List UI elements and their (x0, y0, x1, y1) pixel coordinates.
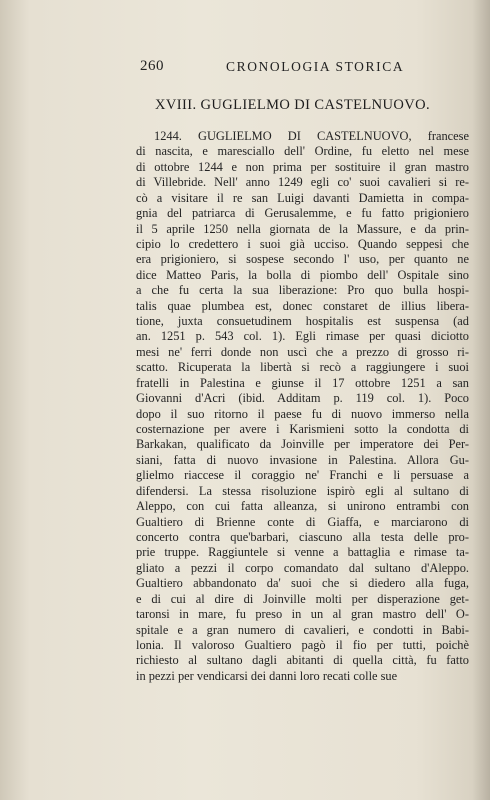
text-line: dice Matteo Paris, la bolla di piombo dell' Ospitale sino (136, 267, 469, 282)
text-line: glielmo riaccese il coraggio ne' Franchi e li persuase a (136, 468, 469, 483)
text-line: tione, juxta consuetudinem hospitalis est suspensa (ad (136, 314, 469, 329)
text-line: in pezzi per vendicarsi dei danni loro recati colle sue (136, 668, 398, 683)
text-line: Gualtiero abbandonato da' suoi che si diedero alla fuga, (136, 576, 469, 591)
text-line: Aleppo, con cui fatta alleanza, si unirono entrambi con (136, 499, 469, 514)
text-line: a che fu certa la sua liberazione: Pro quo bulla hospi- (136, 283, 469, 298)
text-line: spitale e a gran numero di cavalieri, e condotti in Babi- (136, 622, 469, 637)
text-line: cò a visitare il re san Luigi davanti Damietta in compa- (136, 190, 469, 205)
text-line: concerto contra que'barbari, ciascuno alla testa delle pro- (136, 529, 469, 544)
text-line: di nascita, e maresciallo dell' Ordine, fu eletto nel mese (136, 144, 469, 159)
body-text (136, 129, 469, 684)
text-line: prie truppe. Raggiuntele si venne a battaglia e rimase ta- (136, 545, 469, 560)
text-line: talis quae plumbea est, donec constaret de illius libera- (136, 298, 469, 313)
text-line: Barkakan, qualificato da Joinville per imperatore dei Per- (136, 437, 469, 452)
text-line: cipio lo credettero i suoi già ucciso. Quando seppesi che (136, 236, 469, 251)
chapter-title: XVIII. GUGLIELMO DI CASTELNUOVO. (155, 97, 430, 113)
text-line: an. 1251 p. 543 col. 1). Egli rimase per quasi diciotto (136, 329, 469, 344)
page-edge-shadow (472, 0, 490, 800)
text-line: Giovanni d'Acri (ibid. Additam p. 119 col. 1). Poco (136, 391, 469, 406)
text-line: di Villebride. Nell' anno 1249 egli co' suoi cavalieri si re- (136, 175, 469, 190)
page-number: 260 (140, 58, 164, 74)
text-line: difendersi. La stessa risoluzione ispirò egli al sultano di (136, 483, 469, 498)
text-line: mesi ne' ferri donde non uscì che a prezzo di grosso ri- (136, 344, 469, 359)
text-line: siani, fatta di nuovo invasione in Palestina. Allora Gu- (136, 452, 469, 467)
text-line: taronsi in mare, fu preso in un al gran mastro dell' O- (136, 607, 469, 622)
text-line: richiesto al sultano dagli abitanti di quella città, fu fatto (136, 653, 469, 668)
text-line: gliato a pezzi il corpo comandato dal sultano d'Aleppo. (136, 560, 469, 575)
text-line: lonia. Il valoroso Gualtiero pagò il fio per tutti, poichè (136, 637, 469, 652)
text-line: era prigioniero, si sospese secondo l' uso, per quanto ne (136, 252, 469, 267)
text-line: il 5 aprile 1250 nella giornata de la Massure, e da prin- (136, 221, 469, 236)
text-line: dopo il suo ritorno il paese fu di nuovo immerso nella (136, 406, 469, 421)
text-line: Gualtiero di Brienne conte di Giaffa, e marciarono di (136, 514, 469, 529)
text-line: 1244. GUGLIELMO DI CASTELNUOVO, francese (154, 129, 469, 143)
text-line: gnia del patriarca di Gerusalemme, e fu fatto prigioniero (136, 206, 469, 221)
text-line: fratelli in Palestina e giunse il 17 ottobre 1251 a san (136, 375, 469, 390)
text-line: di ottobre 1244 e non prima per sostituire il gran mastro (136, 159, 469, 174)
text-line: costernazione per avere i Karismieni sotto la condotta di (136, 422, 469, 437)
text-line: scatto. Ricuperata la libertà si recò a raggiungere i suoi (136, 360, 469, 375)
running-head: CRONOLOGIA STORICA (226, 59, 405, 74)
text-line: e di cui al dire di Joinville molti per disperazione get- (136, 591, 469, 606)
